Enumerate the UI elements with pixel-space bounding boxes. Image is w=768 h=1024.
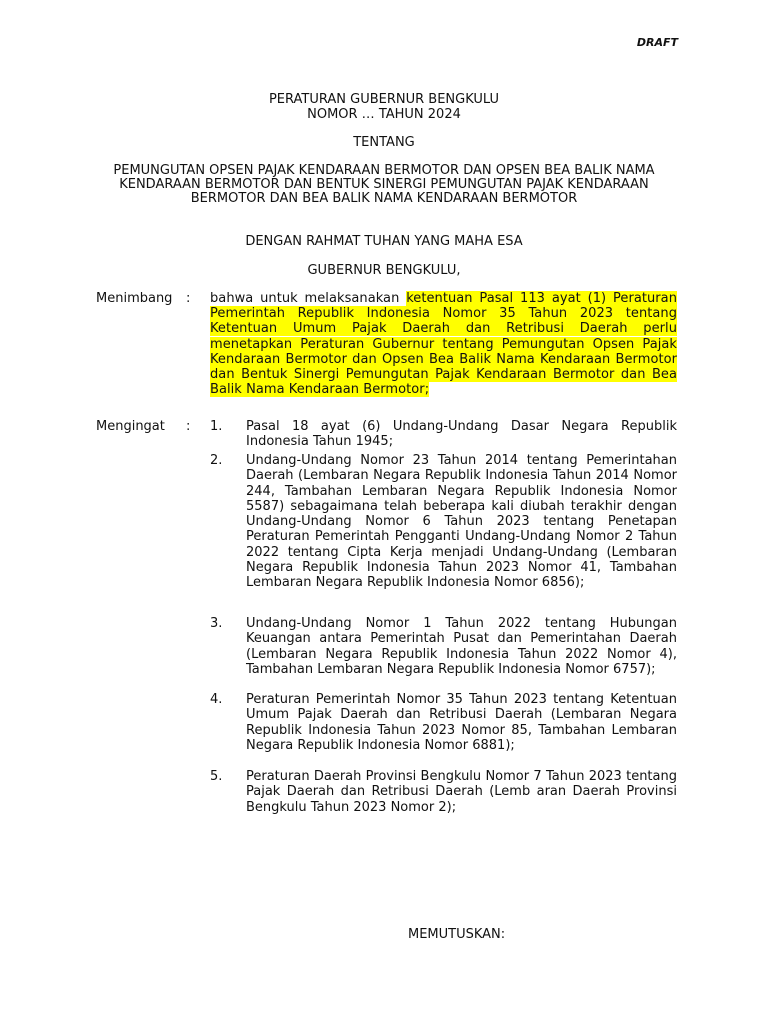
item-text: Peraturan Daerah Provinsi Bengkulu Nomor 7 Tahun 2023 tentang Pajak Daerah dan Retribusi Daerah (Lemb aran Daerah Provinsi Bengkulu Tahun 2023 Nomor 2);: [246, 769, 677, 815]
mengingat-label: Mengingat: [96, 419, 165, 434]
regulation-title: [0, 92, 768, 122]
mengingat-colon: :: [186, 419, 191, 434]
item-text: Undang-Undang Nomor 1 Tahun 2022 tentang Hubungan Keuangan antara Pemerintah Pusat dan Pemerintahan Daerah (Lembaran Negara Republik Indonesia Tahun 2022 Nomor 4), Tambahan Lembaran Negara Republik Indonesia Nomor 6757);: [246, 616, 677, 677]
mengingat-item-2: [210, 453, 677, 591]
mengingat-item-5: [210, 769, 677, 815]
item-number: 5.: [210, 769, 223, 784]
menimbang-text: [210, 291, 677, 397]
rahmat-line: DENGAN RAHMAT TUHAN YANG MAHA ESA: [245, 234, 523, 249]
item-number: 3.: [210, 616, 223, 631]
menimbang-label: Menimbang: [96, 291, 173, 306]
mengingat-item-1: [210, 419, 677, 450]
menimbang-highlight: ketentuan Pasal 113 ayat (1) Peraturan Pemerintah Republik Indonesia Nomor 35 Tahun 2023 tentang Ketentuan Umum Pajak Daerah dan Retribusi Daerah perlu menetapkan Peraturan Gubernur tentang Pemungutan Opsen Pajak Kendaraan Bermotor dan Opsen Bea Balik Nama Kendaraan Bermotor dan Bentuk Sinergi Pemungutan Pajak Kendaraan Bermotor dan Bea Balik Nama Kendaraan Bermotor;: [210, 291, 677, 398]
item-number: 2.: [210, 453, 223, 468]
menimbang-colon: :: [186, 291, 191, 306]
regulation-subject: PEMUNGUTAN OPSEN PAJAK KENDARAAN BERMOTOR DAN OPSEN BEA BALIK NAMA KENDARAAN BERMOTOR DAN BENTUK SINERGI PEMUNGUTAN PAJAK KENDARAAN BERMOTOR DAN BEA BALIK NAMA KENDARAAN BERMOTOR: [113, 163, 655, 206]
item-text: Undang-Undang Nomor 23 Tahun 2014 tentang Pemerintahan Daerah (Lembaran Negara Republik Indonesia Tahun 2014 Nomor 244, Tambahan Lembaran Negara Republik Indonesia Nomor 5587) sebagaimana telah beberapa kali diubah terakhir dengan Undang-Undang Nomor 6 Tahun 2023 tentang Penetapan Peraturan Pemerintah Pengganti Undang-Undang Nomor 2 Tahun 2022 tentang Cipta Kerja menjadi Undang-Undang (Lembaran Negara Republik Indonesia Tahun 2023 Nomor 41, Tambahan Lembaran Negara Republik Indonesia Nomor 6856);: [246, 453, 677, 591]
item-text: Peraturan Pemerintah Nomor 35 Tahun 2023 tentang Ketentuan Umum Pajak Daerah dan Retribusi Daerah (Lembaran Negara Republik Indonesia Tahun 2023 Nomor 85, Tambahan Lembaran Negara Republik Indonesia Nomor 6881);: [246, 692, 677, 753]
memutuskan-heading: MEMUTUSKAN:: [408, 927, 506, 942]
menimbang-plain: bahwa untuk melaksanakan: [210, 291, 407, 306]
tentang-heading: TENTANG: [353, 135, 415, 150]
draft-label: DRAFT: [636, 36, 678, 49]
regulation-number: NOMOR … TAHUN 2024: [307, 107, 461, 122]
mengingat-item-3: [210, 616, 677, 677]
mengingat-item-4: [210, 692, 677, 753]
item-number: 4.: [210, 692, 223, 707]
gubernur-line: GUBERNUR BENGKULU,: [307, 263, 461, 278]
item-text: Pasal 18 ayat (6) Undang-Undang Dasar Negara Republik Indonesia Tahun 1945;: [246, 419, 677, 450]
regulation-title-line1: PERATURAN GUBERNUR BENGKULU: [268, 92, 500, 107]
item-number: 1.: [210, 419, 223, 434]
